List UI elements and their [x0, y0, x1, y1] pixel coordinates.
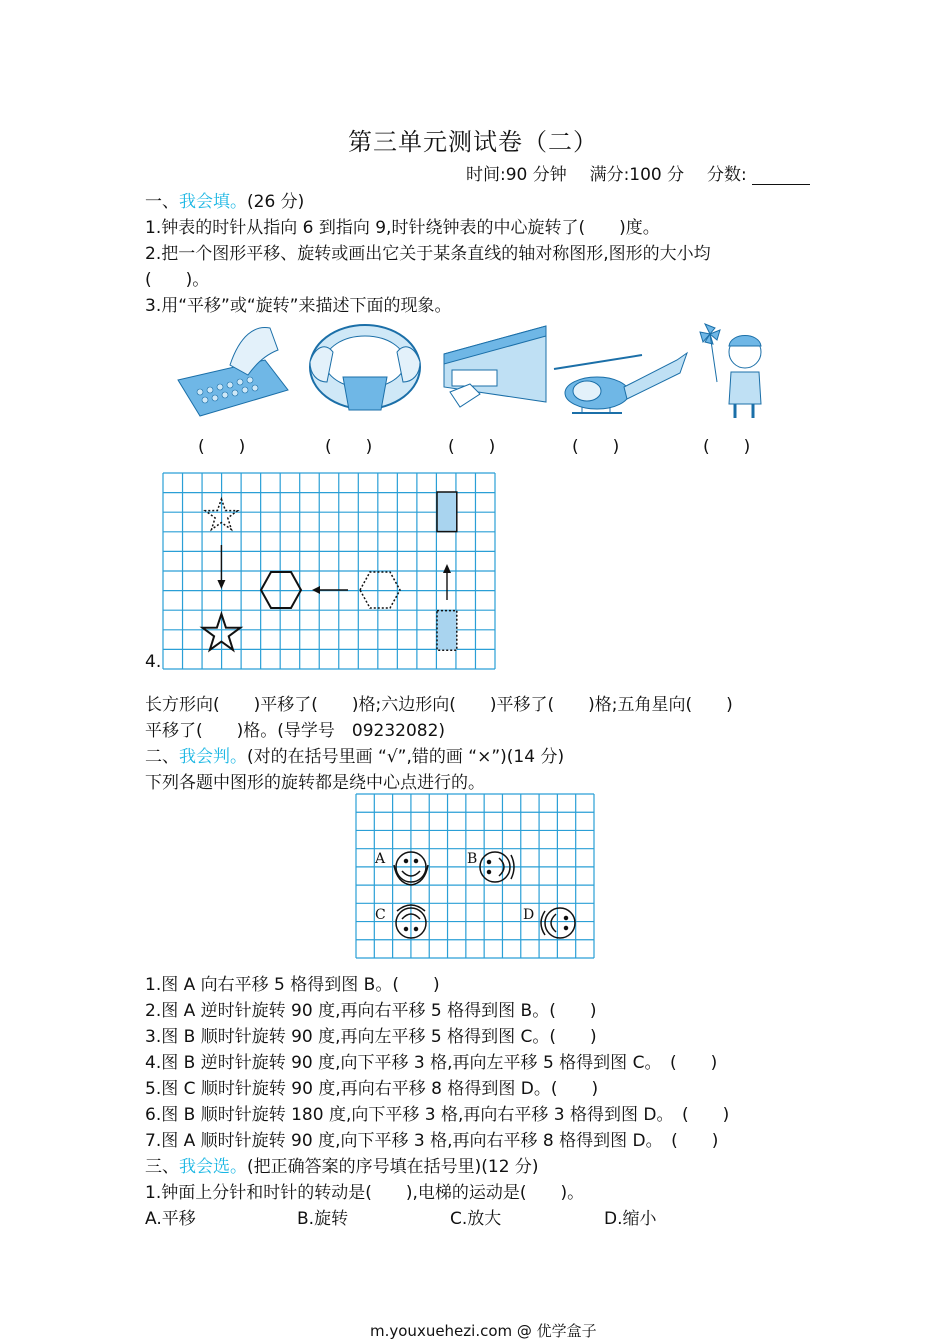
score-blank[interactable]	[752, 166, 810, 185]
translation-grid	[162, 472, 496, 670]
section-number: 二、	[145, 747, 179, 767]
pinwheel-boy-image	[695, 322, 785, 420]
label-d: D	[523, 907, 535, 923]
section-name: 我会判。	[179, 747, 247, 767]
judge-item-7: 7.图 A 顺时针旋转 90 度,向下平移 3 格,再向右平移 8 格得到图 D。 ( )	[145, 1131, 719, 1151]
section-1-heading	[145, 187, 304, 212]
full-score-label: 满分:100 分	[589, 165, 685, 185]
section-instruction: (把正确答案的序号填在括号里)(12 分)	[247, 1157, 539, 1177]
label-a: A	[375, 851, 386, 867]
choice-option-b[interactable]: B.旋转	[297, 1209, 349, 1229]
dashed-rectangle-shape	[437, 611, 457, 651]
judge-item-4: 4.图 B 逆时针旋转 90 度,向下平移 3 格,再向左平移 5 格得到图 C。 ( )	[145, 1053, 718, 1073]
helicopter-image	[552, 345, 692, 420]
judge-item-1: 1.图 A 向右平移 5 格得到图 B。( )	[145, 975, 440, 995]
section-points: (26 分)	[247, 192, 305, 212]
choice-question-1: 1.钟面上分针和时针的转动是( ),电梯的运动是( )。	[145, 1183, 585, 1203]
abacus-image	[170, 320, 292, 418]
choice-option-d[interactable]: D.缩小	[604, 1209, 657, 1229]
answer-paren-1[interactable]: ( )	[198, 437, 246, 457]
section-instruction: (对的在括号里画 “√”,错的画 “×”)(14 分)	[247, 747, 565, 767]
time-label: 时间:90 分钟	[466, 165, 567, 185]
page-title: 第三单元测试卷（二）	[348, 128, 598, 156]
question-1-1: 1.钟表的时针从指向 6 到指向 9,时针绕钟表的中心旋转了( )度。	[145, 218, 660, 238]
choice-option-a[interactable]: A.平移	[145, 1209, 196, 1229]
section-number: 一、	[145, 192, 179, 212]
solid-rectangle-shape	[437, 492, 457, 532]
answer-paren-3[interactable]: ( )	[448, 437, 496, 457]
question-1-2: 2.把一个图形平移、旋转或画出它关于某条直线的轴对称图形,图形的大小均	[145, 244, 711, 264]
face-d-icon	[541, 908, 575, 938]
judge-item-3: 3.图 B 顺时针旋转 90 度,再向左平移 5 格得到图 C。( )	[145, 1027, 597, 1047]
answer-paren-5[interactable]: ( )	[703, 437, 751, 457]
score-label: 分数:	[706, 165, 747, 185]
drawer-image	[440, 322, 550, 412]
label-c: C	[375, 907, 386, 923]
label-b: B	[467, 851, 478, 867]
answer-paren-4[interactable]: ( )	[572, 437, 620, 457]
question-1-4-number: 4.	[145, 652, 162, 672]
section-number: 三、	[145, 1157, 179, 1177]
section-2-intro: 下列各题中图形的旋转都是绕中心点进行的。	[145, 773, 485, 793]
question-1-4-text: 长方形向( )平移了( )格;六边形向( )平移了( )格;五角星向( )	[145, 695, 733, 715]
judge-item-6: 6.图 B 顺时针旋转 180 度,向下平移 3 格,再向右平移 3 格得到图 D。 ( )	[145, 1105, 730, 1125]
question-1-3: 3.用“平移”或“旋转”来描述下面的现象。	[145, 296, 452, 316]
section-name: 我会填。	[179, 192, 247, 212]
section-2-heading	[145, 742, 564, 767]
question-1-2-cont: ( )。	[145, 270, 210, 290]
choice-option-c[interactable]: C.放大	[450, 1209, 502, 1229]
question-1-4-text-cont: 平移了( )格。(导学号 09232082)	[145, 721, 446, 741]
judge-item-2: 2.图 A 逆时针旋转 90 度,再向右平移 5 格得到图 B。( )	[145, 1001, 597, 1021]
section-3-heading	[145, 1152, 539, 1177]
exam-meta	[466, 160, 810, 185]
section-name: 我会选。	[179, 1157, 247, 1177]
answer-paren-2[interactable]: ( )	[325, 437, 373, 457]
steering-wheel-image	[305, 322, 425, 412]
footer-watermark: m.youxuehezi.com @ 优学盒子	[370, 1322, 597, 1340]
rotation-grid	[355, 793, 595, 959]
judge-item-5: 5.图 C 顺时针旋转 90 度,再向右平移 8 格得到图 D。( )	[145, 1079, 599, 1099]
